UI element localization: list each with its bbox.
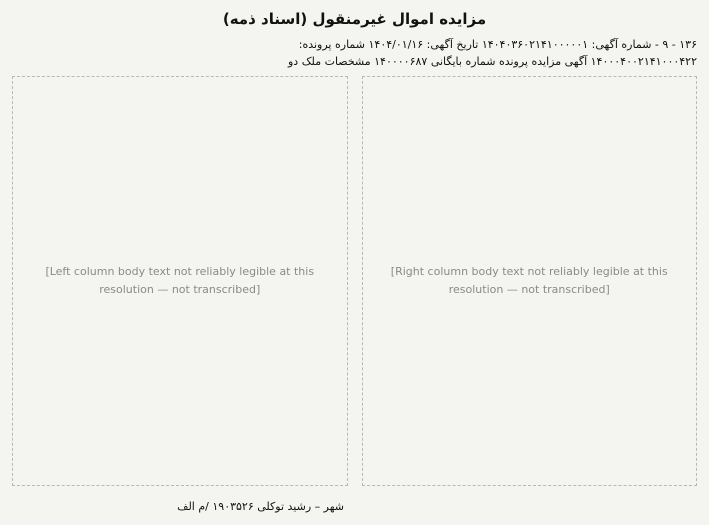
notice-columns bbox=[12, 76, 697, 486]
left-column bbox=[12, 76, 348, 486]
notice-title: مزایده اموال غیرمنقول (اسناد ذمه) bbox=[222, 10, 487, 28]
notice-signature-line: شهر – رشید توکلی ۱۹۰۳۵۲۶ /م الف bbox=[177, 500, 344, 513]
notice-meta-line-1: ۱۳۶ - ۹ - شماره آگهی: ۱۴۰۴۰۳۶۰۲۱۴۱۰۰۰۰۰۱ تاریخ آگهی: ۱۴۰۴/۰۱/۱۶ شماره پرونده: bbox=[298, 38, 697, 51]
left-column-placeholder: [Left column body text not reliably legible at this resolution — not transcribed] bbox=[12, 76, 348, 486]
right-column-placeholder: [Right column body text not reliably legible at this resolution — not transcribed] bbox=[362, 76, 698, 486]
notice-meta-line-2: ۱۴۰۰۰۴۰۰۲۱۴۱۰۰۰۴۲۲ آگهی مزایده پرونده شماره بایگانی ۱۴۰۰۰۰۶۸۷ مشخصات ملک دو bbox=[288, 55, 697, 68]
right-column bbox=[362, 76, 698, 486]
